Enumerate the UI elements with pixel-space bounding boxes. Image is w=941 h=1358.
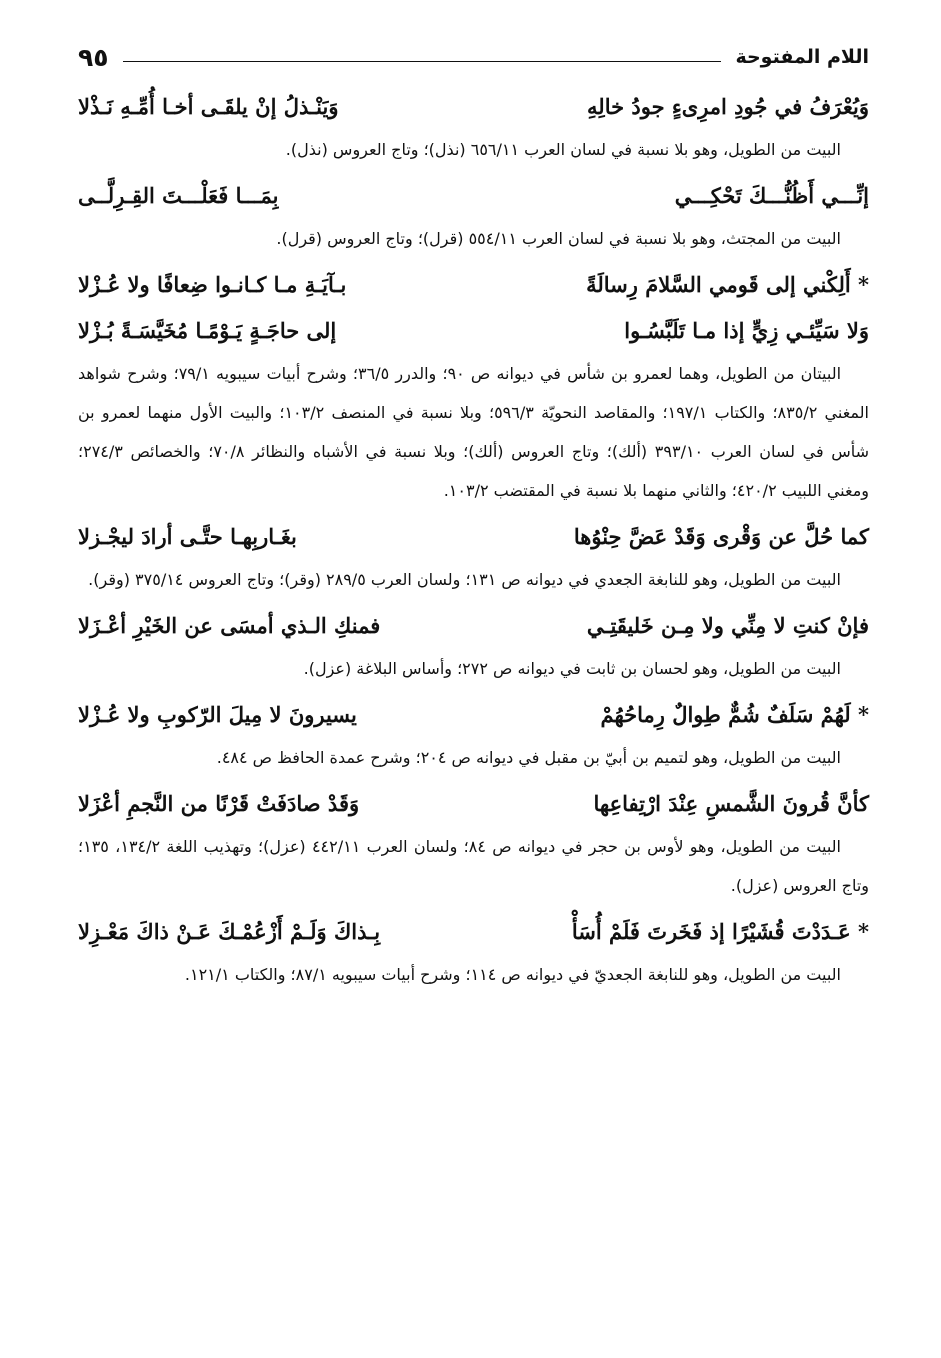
verse-second-hemistich: بغَـاربِهـا حتَّـى أرادَ ليجْـزلا [78, 524, 297, 549]
verse-first-hemistich: إنِّـــي أَظُنُّـــكَ تَحْكِـــي [674, 183, 869, 208]
entry [78, 692, 869, 777]
entry [78, 514, 869, 599]
verse-line [78, 308, 869, 354]
citation-note: البيتان من الطويل، وهما لعمرو بن شأس في ديوانه ص ٩٠؛ والدرر ٣٦/٥؛ وشرح أبيات سيبويه ٧٩/١؛ وشرح شواهد المغني ٨٣٥/٢؛ والكتاب ١٩٧/١؛ والمقاصد النحويّة ٥٩٦/٣؛ وبلا نسبة في المنصف ١٠٣/٢؛ والبيت الأول منهما لعمرو بن شأس في لسان العرب ٣٩٣/١٠ (ألك)؛ وتاج العروس (ألك)؛ وبلا نسبة في الأشباه والنظائر ٧٠/٨؛ والخصائص ٢٧٤/٣؛ ومغني اللبيب ٤٢٠/٢؛ والثاني منهما بلا نسبة في المقتضب ١٠٣/٢. [78, 364, 870, 500]
verse-second-hemistich: فمنكِ الـذي أمسَى عن الخَيْرِ أعْـزَلا [78, 613, 381, 638]
verse-first-hemistich: * أَلِكْني إلى قَومي السَّلامَ رِسالَةً [586, 272, 869, 297]
entry [78, 603, 869, 688]
entry [78, 909, 869, 994]
verse-first-hemistich: وَلا سَيِّئـي زِيٍّ إذا مـا تَلَبَّسُـوا [624, 318, 869, 343]
citation-note: البيت من الطويل، وهو لتميم بن أبيّ بن مقبل في ديوانه ص ٢٠٤؛ وشرح عمدة الحافظ ص ٤٨٤. [216, 748, 841, 767]
citation-note: البيت من الطويل، وهو بلا نسبة في لسان العرب ٦٥٦/١١ (نذل)؛ وتاج العروس (نذل). [285, 140, 841, 159]
verse-first-hemistich: كأنَّ قُرونَ الشَّمسِ عِنْدَ ارْتِفاعِها [593, 791, 869, 816]
verse-line [78, 603, 869, 649]
verse-line [78, 514, 869, 560]
verse-line [78, 84, 869, 130]
entry [78, 173, 869, 258]
citation-note: البيت من الطويل، وهو للنابغة الجعديّ في ديوانه ص ١١٤؛ وشرح أبيات سيبويه ٨٧/١؛ والكتاب ١٢١/١. [184, 965, 841, 984]
verse-second-hemistich: يسيرونَ لا مِيلَ الرّكوبِ ولا عُـزْلا [78, 702, 357, 727]
header-rule [123, 61, 722, 62]
verse-second-hemistich: بـآيَـةِ مـا كـانـوا ضِعافًا ولا عُـزْلا [78, 272, 347, 297]
entry [78, 84, 869, 169]
verse-first-hemistich: كما حُلَّ عن وَقْرى وَقَدْ عَضَّ حِنْوُها [573, 524, 869, 549]
verse-second-hemistich: وَقَدْ صادَفَتْ قَرْنًا من النَّجمِ أعْزَلا [78, 791, 360, 816]
verse-second-hemistich: وَيَنْـذلُ إنْ يلقَـى أخـا أُمِّـهِ نَـذْلا [78, 94, 339, 119]
verse-line [78, 781, 869, 827]
running-title: اللام المفتوحة [735, 46, 869, 68]
verse-first-hemistich: وَيُعْرَفُ في جُودِ امرِىءٍ جودُ خالِهِ [587, 94, 869, 119]
verse-line [78, 692, 869, 738]
citation-note: البيت من المجتث، وهو بلا نسبة في لسان العرب ٥٥٤/١١ (قرل)؛ وتاج العروس (قرل). [276, 229, 841, 248]
verse-second-hemistich: بِمَـــا فَعَلْـــتَ القِـرِلَّــى [78, 183, 279, 208]
page-number: ٩٥ [78, 42, 109, 72]
verse-first-hemistich: فإنْ كنتِ لا مِنِّي ولا مِـن خَليقَتِـي [586, 613, 869, 638]
verse-first-hemistich: * عَـدَدْتَ قُشَيْرًا إذ فَخَرتَ فَلَمْ أُسَأْ [571, 919, 869, 944]
verse-second-hemistich: إلى حاجَـةٍ يَـوْمًـا مُخَيَّسَـةً بُـزْلا [78, 318, 337, 343]
verse-second-hemistich: بِـذاكَ وَلَـمْ أَزْعُمْـكَ عَـنْ ذاكَ مَعْـزِلا [78, 919, 381, 944]
citation-note: البيت من الطويل، وهو لأوس بن حجر في ديوانه ص ٨٤؛ ولسان العرب ٤٤٢/١١ (عزل)؛ وتهذيب اللغة ١٣٤/٢، ١٣٥؛ وتاج العروس (عزل). [78, 837, 869, 895]
verse-first-hemistich: * لَهُمْ سَلَفٌ شُمٌّ طِوالٌ رِماحُهُمْ [600, 702, 869, 727]
entry [78, 262, 869, 510]
entry [78, 781, 869, 905]
verse-line [78, 909, 869, 955]
citation-note: البيت من الطويل، وهو لحسان بن ثابت في ديوانه ص ٢٧٢؛ وأساس البلاغة (عزل). [303, 659, 841, 678]
verse-line [78, 173, 869, 219]
citation-note: البيت من الطويل، وهو للنابغة الجعدي في ديوانه ص ١٣١؛ ولسان العرب ٢٨٩/٥ (وقر)؛ وتاج العروس ٣٧٥/١٤ (وقر). [88, 570, 841, 589]
page-header [78, 34, 869, 80]
verse-line [78, 262, 869, 308]
